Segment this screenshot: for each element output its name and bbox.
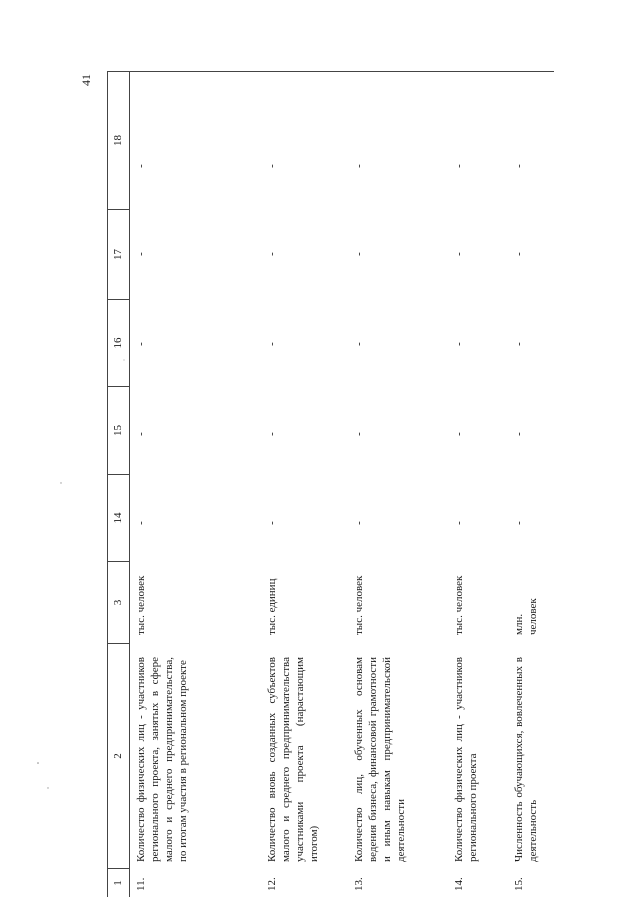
value-col-17: -	[266, 252, 278, 256]
table-frame	[107, 72, 554, 897]
value-col-16: -	[513, 342, 525, 346]
row-description: Количество вновь созданных субъектов малого и среднего предпринимательства участниками проекта (нарастающим итогом)	[266, 657, 320, 862]
scan-speck	[47, 787, 48, 788]
value-col-18: -	[453, 164, 465, 168]
row-number: 13.	[353, 877, 365, 891]
value-col-17: -	[453, 252, 465, 256]
row-unit: млн. человек	[513, 598, 539, 635]
column-header-16: 16	[107, 300, 129, 387]
column-header-17: 17	[107, 210, 129, 300]
value-col-14: -	[266, 521, 278, 525]
value-col-17: -	[513, 252, 525, 256]
row-unit: тыс. человек	[453, 575, 465, 635]
row-description: Количество физических лиц - участников регионального проекта, занятых в сфере малого и среднего предпринимательства, по итогам участия в региональном проекте	[135, 657, 189, 862]
value-col-15: -	[513, 432, 525, 436]
value-col-16: -	[135, 342, 147, 346]
value-col-15: -	[266, 432, 278, 436]
column-header-1: 1	[112, 880, 124, 886]
table-header-rule	[129, 72, 130, 897]
row-description: Количество лиц, обученных основам ведения бизнеса, финансовой грамотности и иным навыкам предпринимательской деятельности	[353, 657, 407, 862]
value-col-17: -	[353, 252, 365, 256]
value-col-15: -	[135, 432, 147, 436]
column-header-2: 2	[107, 644, 129, 869]
row-number: 12.	[266, 877, 278, 891]
value-col-17: -	[135, 252, 147, 256]
value-col-18: -	[513, 164, 525, 168]
value-col-18: -	[135, 164, 147, 168]
value-col-14: -	[135, 521, 147, 525]
column-header-18: 18	[107, 72, 129, 210]
column-header-14: 14	[107, 475, 129, 562]
value-col-18: -	[266, 164, 278, 168]
scan-speck	[37, 762, 39, 764]
column-header-3: 3	[107, 562, 129, 644]
value-col-14: -	[453, 521, 465, 525]
row-description: Численность обучающихся, вовлеченных в деятельность	[513, 657, 539, 862]
row-number: 11.	[135, 877, 147, 891]
row-number: 14.	[453, 877, 465, 891]
value-col-16: -	[353, 342, 365, 346]
scan-speck	[60, 482, 61, 483]
page-number: 41	[79, 74, 93, 86]
value-col-16: -	[266, 342, 278, 346]
value-col-15: -	[453, 432, 465, 436]
value-col-14: -	[353, 521, 365, 525]
row-description: Количество физических лиц - участников регионального проекта	[453, 657, 479, 862]
table-right-rule	[107, 71, 554, 72]
row-number: 15.	[513, 877, 525, 891]
row-unit: тыс. единиц	[266, 578, 278, 635]
value-col-16: -	[453, 342, 465, 346]
value-col-18: -	[353, 164, 365, 168]
column-header-15: 15	[107, 387, 129, 475]
value-col-14: -	[513, 521, 525, 525]
indicator-table	[107, 72, 554, 897]
row-unit: тыс. человек	[353, 575, 365, 635]
value-col-15: -	[353, 432, 365, 436]
row-unit: тыс. человек	[135, 575, 147, 635]
